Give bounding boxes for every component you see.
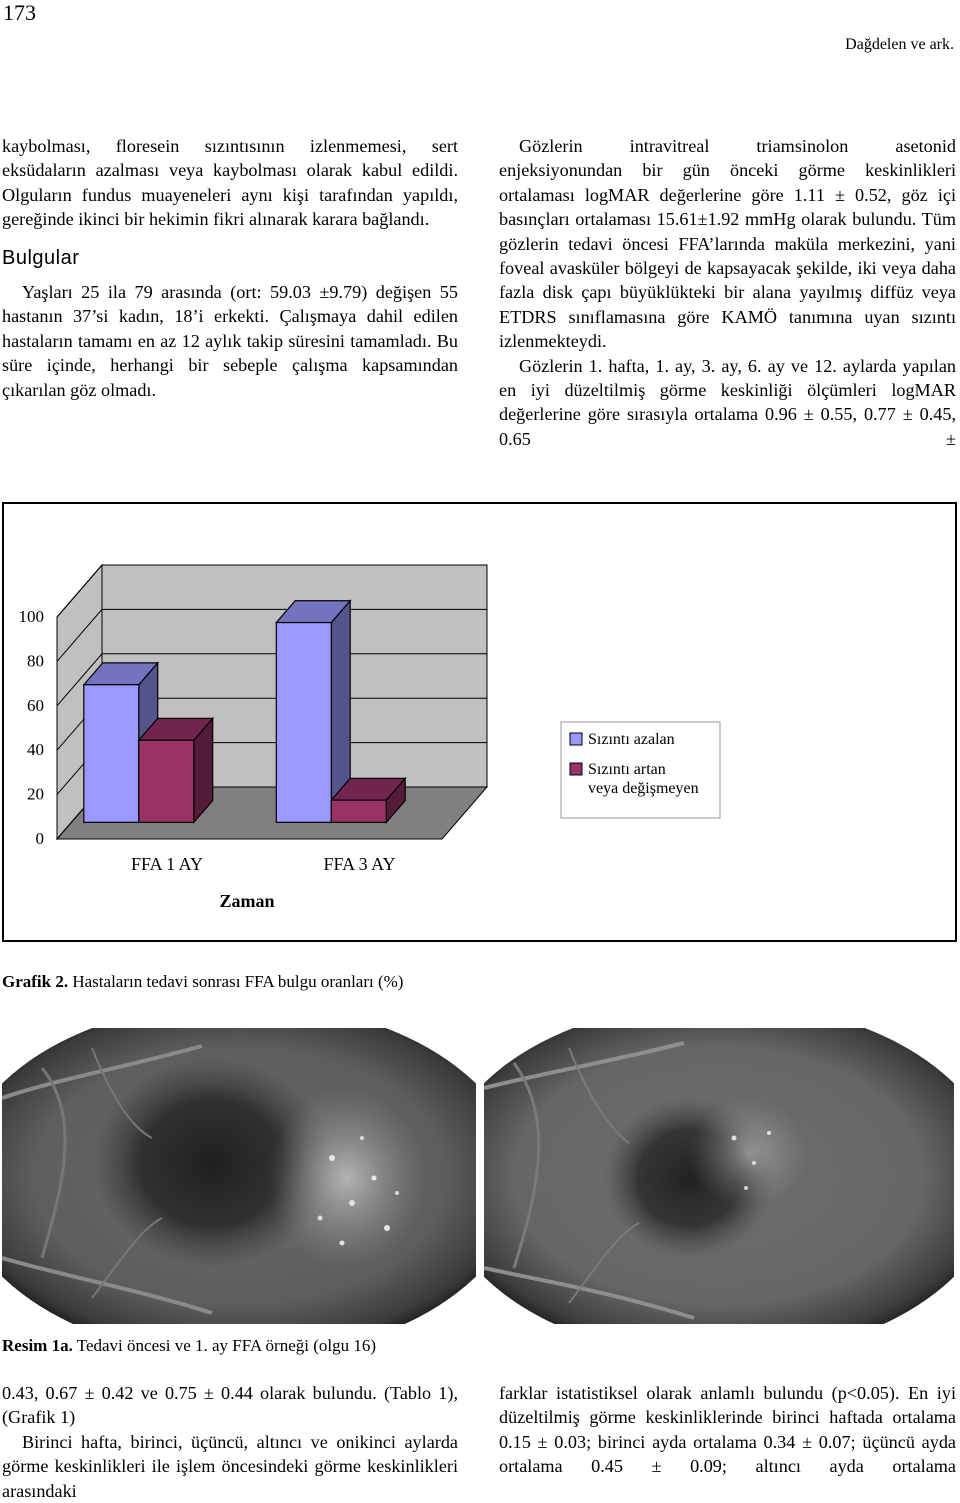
running-head: Dağdelen ve ark.	[845, 36, 954, 53]
image-caption-text: Tedavi öncesi ve 1. ay FFA örneği (olgu 16)	[72, 1336, 377, 1355]
bar	[276, 623, 331, 823]
y-tick-label: 60	[27, 695, 44, 715]
paragraph: farklar istatistiksel olarak anlamlı bulundu (p<0.05). En iyi düzeltilmiş görme keskinliklerinde birinci haftada ortalama 0.15 ± 0.03; birinci ayda ortalama 0.34 ± 0.07; üçüncü ayda ortalama 0.45 ± 0.09; altıncı ayda ortalama	[499, 1383, 956, 1477]
bar	[331, 800, 386, 822]
right-column-top	[499, 134, 956, 451]
chart-frame	[2, 502, 957, 942]
bar	[139, 740, 194, 822]
bar-chart	[4, 504, 955, 940]
legend-label: veya değişmeyen	[588, 780, 699, 797]
paragraph: 0.43, 0.67 ± 0.42 ve 0.75 ± 0.44 olarak bulundu. (Tablo 1), (Grafik 1)	[2, 1383, 458, 1428]
paragraph: Birinci hafta, birinci, üçüncü, altıncı ve onikinci aylarda görme keskinlikleri ile işlem öncesindeki görme keskinlikleri arasındaki	[2, 1431, 458, 1501]
legend-label: Sızıntı artan	[588, 761, 666, 778]
angiography-image-before	[2, 1028, 476, 1324]
left-column-top	[2, 134, 458, 402]
page-number: 173	[3, 0, 36, 25]
figure-caption-label: Grafik 2.	[2, 972, 69, 991]
paragraph: Yaşları 25 ila 79 arasında (ort: 59.03 ±9.79) değişen 55 hastanın 37’si kadın, 18’i erkekti. Çalışmaya dahil edilen hastaların tamamı en az 12 aylık takip süresini tamamladı. Bu süre içinde, herhangi bir sebeple çalışma kapsamından çıkarılan göz olmadı.	[2, 282, 458, 400]
paragraph: Gözlerin 1. hafta, 1. ay, 3. ay, 6. ay ve 12. aylarda yapılan en iyi düzeltilmiş görme keskinliği ölçümleri logMAR değerlerine göre sırasıyla ortalama 0.96 ± 0.55, 0.77 ± 0.45, 0.65 ±	[499, 355, 956, 449]
image-caption	[2, 1336, 376, 1356]
x-tick-label: FFA 3 AY	[323, 854, 396, 874]
legend-swatch	[570, 763, 582, 775]
paragraph: kaybolması, floresein sızıntısının izlenmemesi, sert eksüdaların azalması veya kaybolması olarak kabul edildi. Olguların fundus muayeneleri aynı kişi tarafından yapıldı, gereğinde ikinci bir hekimin fikri alınarak karara bağlandı.	[2, 136, 458, 230]
y-tick-label: 80	[27, 651, 44, 671]
figure-caption	[2, 972, 403, 992]
angiography-image-after	[484, 1028, 954, 1324]
y-tick-label: 40	[27, 740, 44, 760]
left-column-bottom	[2, 1381, 458, 1503]
legend-label: Sızıntı azalan	[588, 731, 675, 748]
image-caption-label: Resim 1a.	[2, 1336, 73, 1355]
x-tick-label: FFA 1 AY	[130, 854, 204, 874]
bar	[84, 685, 139, 823]
y-tick-label: 100	[18, 607, 44, 626]
paragraph: Gözlerin intravitreal triamsinolon asetonid enjeksiyonundan bir gün önceki görme keskinlikleri ortalaması logMAR değerlerine göre 1.11 ± 0.52, göz içi basınçları ortalaması 15.61±1.92 mmHg olarak bulundu. Tüm gözlerin tedavi öncesi FFA’larında maküla merkezini, yani foveal avasküler bölgeyi de kapsayacak şekilde, iki veya daha fazla disk çapı büyüklükteki bir alana yayılmış diffüz veya ETDRS sınıflamasına göre KAMÖ tanımına uyan sızıntı izlenmekteydi.	[499, 136, 956, 352]
figure-caption-text: Hastaların tedavi sonrası FFA bulgu oranları (%)	[68, 972, 404, 991]
x-axis-title: Zaman	[219, 891, 275, 911]
legend-swatch	[570, 733, 582, 745]
y-tick-label: 0	[35, 829, 44, 848]
section-heading: Bulgular	[2, 246, 80, 269]
right-column-bottom	[499, 1381, 956, 1479]
y-tick-label: 20	[27, 784, 44, 804]
